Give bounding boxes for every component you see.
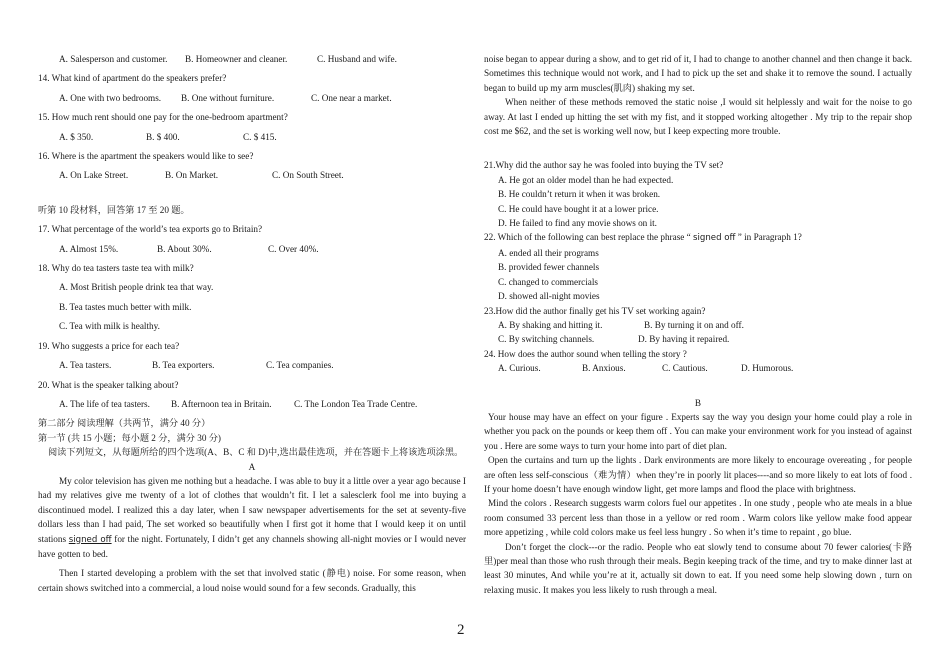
option: B. By turning it on and off. bbox=[644, 319, 744, 330]
q18-option-c: C. Tea with milk is healthy. bbox=[59, 321, 160, 332]
passage-b-paragraph-1: Your house may have an effect on your figure . Experts say the way you design your home could play a role in whether you pack on the pounds or keep them off . You can make your environment work for you instead of against you . Here are some ways to turn your home into part of diet plan. bbox=[484, 411, 912, 451]
q24-options bbox=[498, 361, 912, 375]
option: B. One without furniture. bbox=[181, 92, 275, 103]
left-column bbox=[38, 52, 466, 595]
option: C. One near a market. bbox=[311, 92, 392, 103]
q21-option-b: B. He couldn’t return it when it was broken. bbox=[498, 189, 661, 200]
passage-a-paragraph-3: When neither of these methods removed the static noise ,I would sit helplessly and wait for the noise to go away. At last I ended up hitting the set with my fist, and it stopped working altogether . My trip to the repair shop cost me $62, and the set is working well now, but I keep expecting more trouble. bbox=[484, 97, 912, 137]
q21-option-d: D. He failed to find any movie shows on it. bbox=[498, 218, 657, 229]
q20-options bbox=[59, 397, 466, 411]
paragraph-text: My color television has given me nothing but a headache. I was able to buy it a little over a year ago because I had my relatives give me twenty of a lot of clothes that wouldn’t fit. I let a salesclerk fool me into buying a discontinued model. I realized this a day later, when I saw newspaper advertisements for the set at seventy-five dollars less than I had paid, The set worked so beautifully when I first got it home that I would keep it on until stations bbox=[38, 475, 466, 544]
question-21: 21.Why did the author say he was fooled into buying the TV set? bbox=[484, 160, 724, 171]
q22-option-d: D. showed all-night movies bbox=[498, 291, 600, 302]
option: B. About 30%. bbox=[157, 243, 212, 254]
q23-options-row-2 bbox=[498, 332, 912, 346]
q17-options bbox=[59, 242, 466, 256]
q18-option-a: A. Most British people drink tea that way. bbox=[59, 282, 214, 293]
q22-option-c: C. changed to commercials bbox=[498, 276, 599, 287]
q22-option-a: A. ended all their programs bbox=[498, 247, 599, 258]
question-23: 23.How did the author finally get his TV set working again? bbox=[484, 305, 706, 316]
option: B. On Market. bbox=[165, 170, 219, 181]
option: A. One with two bedrooms. bbox=[59, 92, 162, 103]
page-number: 2 bbox=[457, 622, 465, 638]
right-column bbox=[484, 52, 912, 597]
underlined-phrase: signed off bbox=[68, 534, 112, 545]
option: A. On Lake Street. bbox=[59, 170, 129, 181]
passage-b-paragraph-4: Don’t forget the clock---or the radio. People who eat slowly tend to consume about 70 fewer calories(卡路里)per meal than those who rush through their meals. Begin keeping track of the time, and try to make dinner last at least 30 minutes, And while you’re at it, actually sit down to eat. If you need some help slowing down , turn on relaxing music. It makes you less likely to rush through a meal. bbox=[484, 541, 912, 595]
question-17: 17. What percentage of the world’s tea exports go to Britain? bbox=[38, 224, 263, 235]
question-16: 16. Where is the apartment the speakers would like to see? bbox=[38, 151, 254, 162]
question-20: 20. What is the speaker talking about? bbox=[38, 379, 179, 390]
passage-a-paragraph-2: Then I started developing a problem with the set that involved static (静电) noise. For some reason, when certain shows switched into a commercial, a loud noise would sound for a few seconds. Gradually, this bbox=[38, 568, 466, 593]
option: C. On South Street. bbox=[272, 170, 344, 181]
q15-options bbox=[59, 130, 466, 144]
question-19: 19. Who suggests a price for each tea? bbox=[38, 340, 180, 351]
option: A. The life of tea tasters. bbox=[59, 398, 150, 409]
option: A. Tea tasters. bbox=[59, 360, 112, 371]
option: A. $ 350. bbox=[59, 131, 94, 142]
option: B. $ 400. bbox=[146, 131, 180, 142]
q23-options-row-1 bbox=[498, 318, 912, 332]
option: B. Homeowner and cleaner. bbox=[185, 54, 288, 64]
q13-options bbox=[59, 52, 466, 66]
q21-option-c: C. He could have bought it at a lower price. bbox=[498, 203, 659, 214]
q22-option-b: B. provided fewer channels bbox=[498, 262, 600, 273]
q18-option-b: B. Tea tastes much better with milk. bbox=[59, 301, 192, 312]
option: A. Curious. bbox=[498, 363, 541, 374]
option: C. By switching channels. bbox=[498, 334, 595, 345]
option: D. By having it repaired. bbox=[638, 334, 730, 345]
question-text: 22. Which of the following can best replace the phrase “ bbox=[484, 232, 694, 243]
option: D. Humorous. bbox=[741, 363, 794, 374]
option: A. Salesperson and customer. bbox=[59, 54, 168, 64]
instruction: 阅读下列短文，从每题所给的四个选项(A、B、C 和 D)中,选出最佳选项，并在答题卡上将该选项涂黑。 bbox=[48, 447, 464, 458]
passage-b-title: B bbox=[694, 397, 702, 408]
question-22 bbox=[484, 230, 912, 245]
q16-options bbox=[59, 168, 466, 182]
passage-b-paragraph-3: Mind the colors . Research suggests warm colors fuel our appetites . In one study , people who ate meals in a blue room consumed 33 percent less than those in a yellow or red room . Warm colors like yellow make food appear more appetizing , while cold colors make us feel less hungry . So when it’s time to repaint , go blue. bbox=[484, 498, 912, 538]
option: C. Husband and wife. bbox=[317, 54, 397, 64]
q19-options bbox=[59, 358, 466, 372]
option: B. Tea exporters. bbox=[152, 360, 215, 371]
q21-option-a: A. He got an older model than he had expected. bbox=[498, 174, 674, 185]
option: A. By shaking and hitting it. bbox=[498, 319, 603, 330]
part-two-heading: 第二部分 阅读理解（共两节，满分 40 分） bbox=[38, 418, 211, 429]
q14-options bbox=[59, 91, 466, 105]
question-14: 14. What kind of apartment do the speakers prefer? bbox=[38, 73, 227, 84]
option: A. Almost 15%. bbox=[59, 243, 119, 254]
passage-a-paragraph-2-continued: noise began to appear during a show, and to get rid of it, I had to change to another channel and then change it back. Sometimes this technique would not work, and I had to pick up the set and shake it to remove the sound. I actually began to build up my arm muscles(肌肉) shaking my set. bbox=[484, 54, 912, 93]
option: C. The London Tea Trade Centre. bbox=[294, 398, 418, 409]
question-15: 15. How much rent should one pay for the one-bedroom apartment? bbox=[38, 112, 288, 123]
option: C. Cautious. bbox=[662, 363, 708, 374]
option: C. $ 415. bbox=[243, 131, 277, 142]
option: B. Anxious. bbox=[582, 363, 626, 374]
passage-a-title: A bbox=[248, 461, 256, 472]
passage-b-paragraph-2: Open the curtains and turn up the lights . Dark environments are more likely to encourage overeating , for people are often less self-conscious（难为情）when they’re in poorly lit places----and so more likely to eat lots of food . If your home doesn’t have enough window light, get more lamps and flood the place with brightness. bbox=[484, 455, 912, 494]
question-24: 24. How does the author sound when telling the story ? bbox=[484, 348, 687, 359]
question-text: ” in Paragraph 1? bbox=[735, 232, 802, 243]
section-10-heading: 听第 10 段材料，回答第 17 至 20 题。 bbox=[38, 204, 190, 215]
option: C. Tea companies. bbox=[266, 360, 334, 371]
section-one-heading: 第一节 (共 15 小题；每小题 2 分，满分 30 分) bbox=[38, 432, 221, 443]
question-18: 18. Why do tea tasters taste tea with milk? bbox=[38, 263, 194, 274]
option: C. Over 40%. bbox=[268, 243, 319, 254]
paragraph-text: for the night. Fortunately, I didn’t get any channels showing all-night movies or I would never have gotten to bed. bbox=[38, 533, 467, 559]
option: B. Afternoon tea in Britain. bbox=[171, 398, 272, 409]
passage-a-paragraph-1 bbox=[38, 474, 466, 561]
quoted-phrase: signed off bbox=[693, 233, 736, 244]
